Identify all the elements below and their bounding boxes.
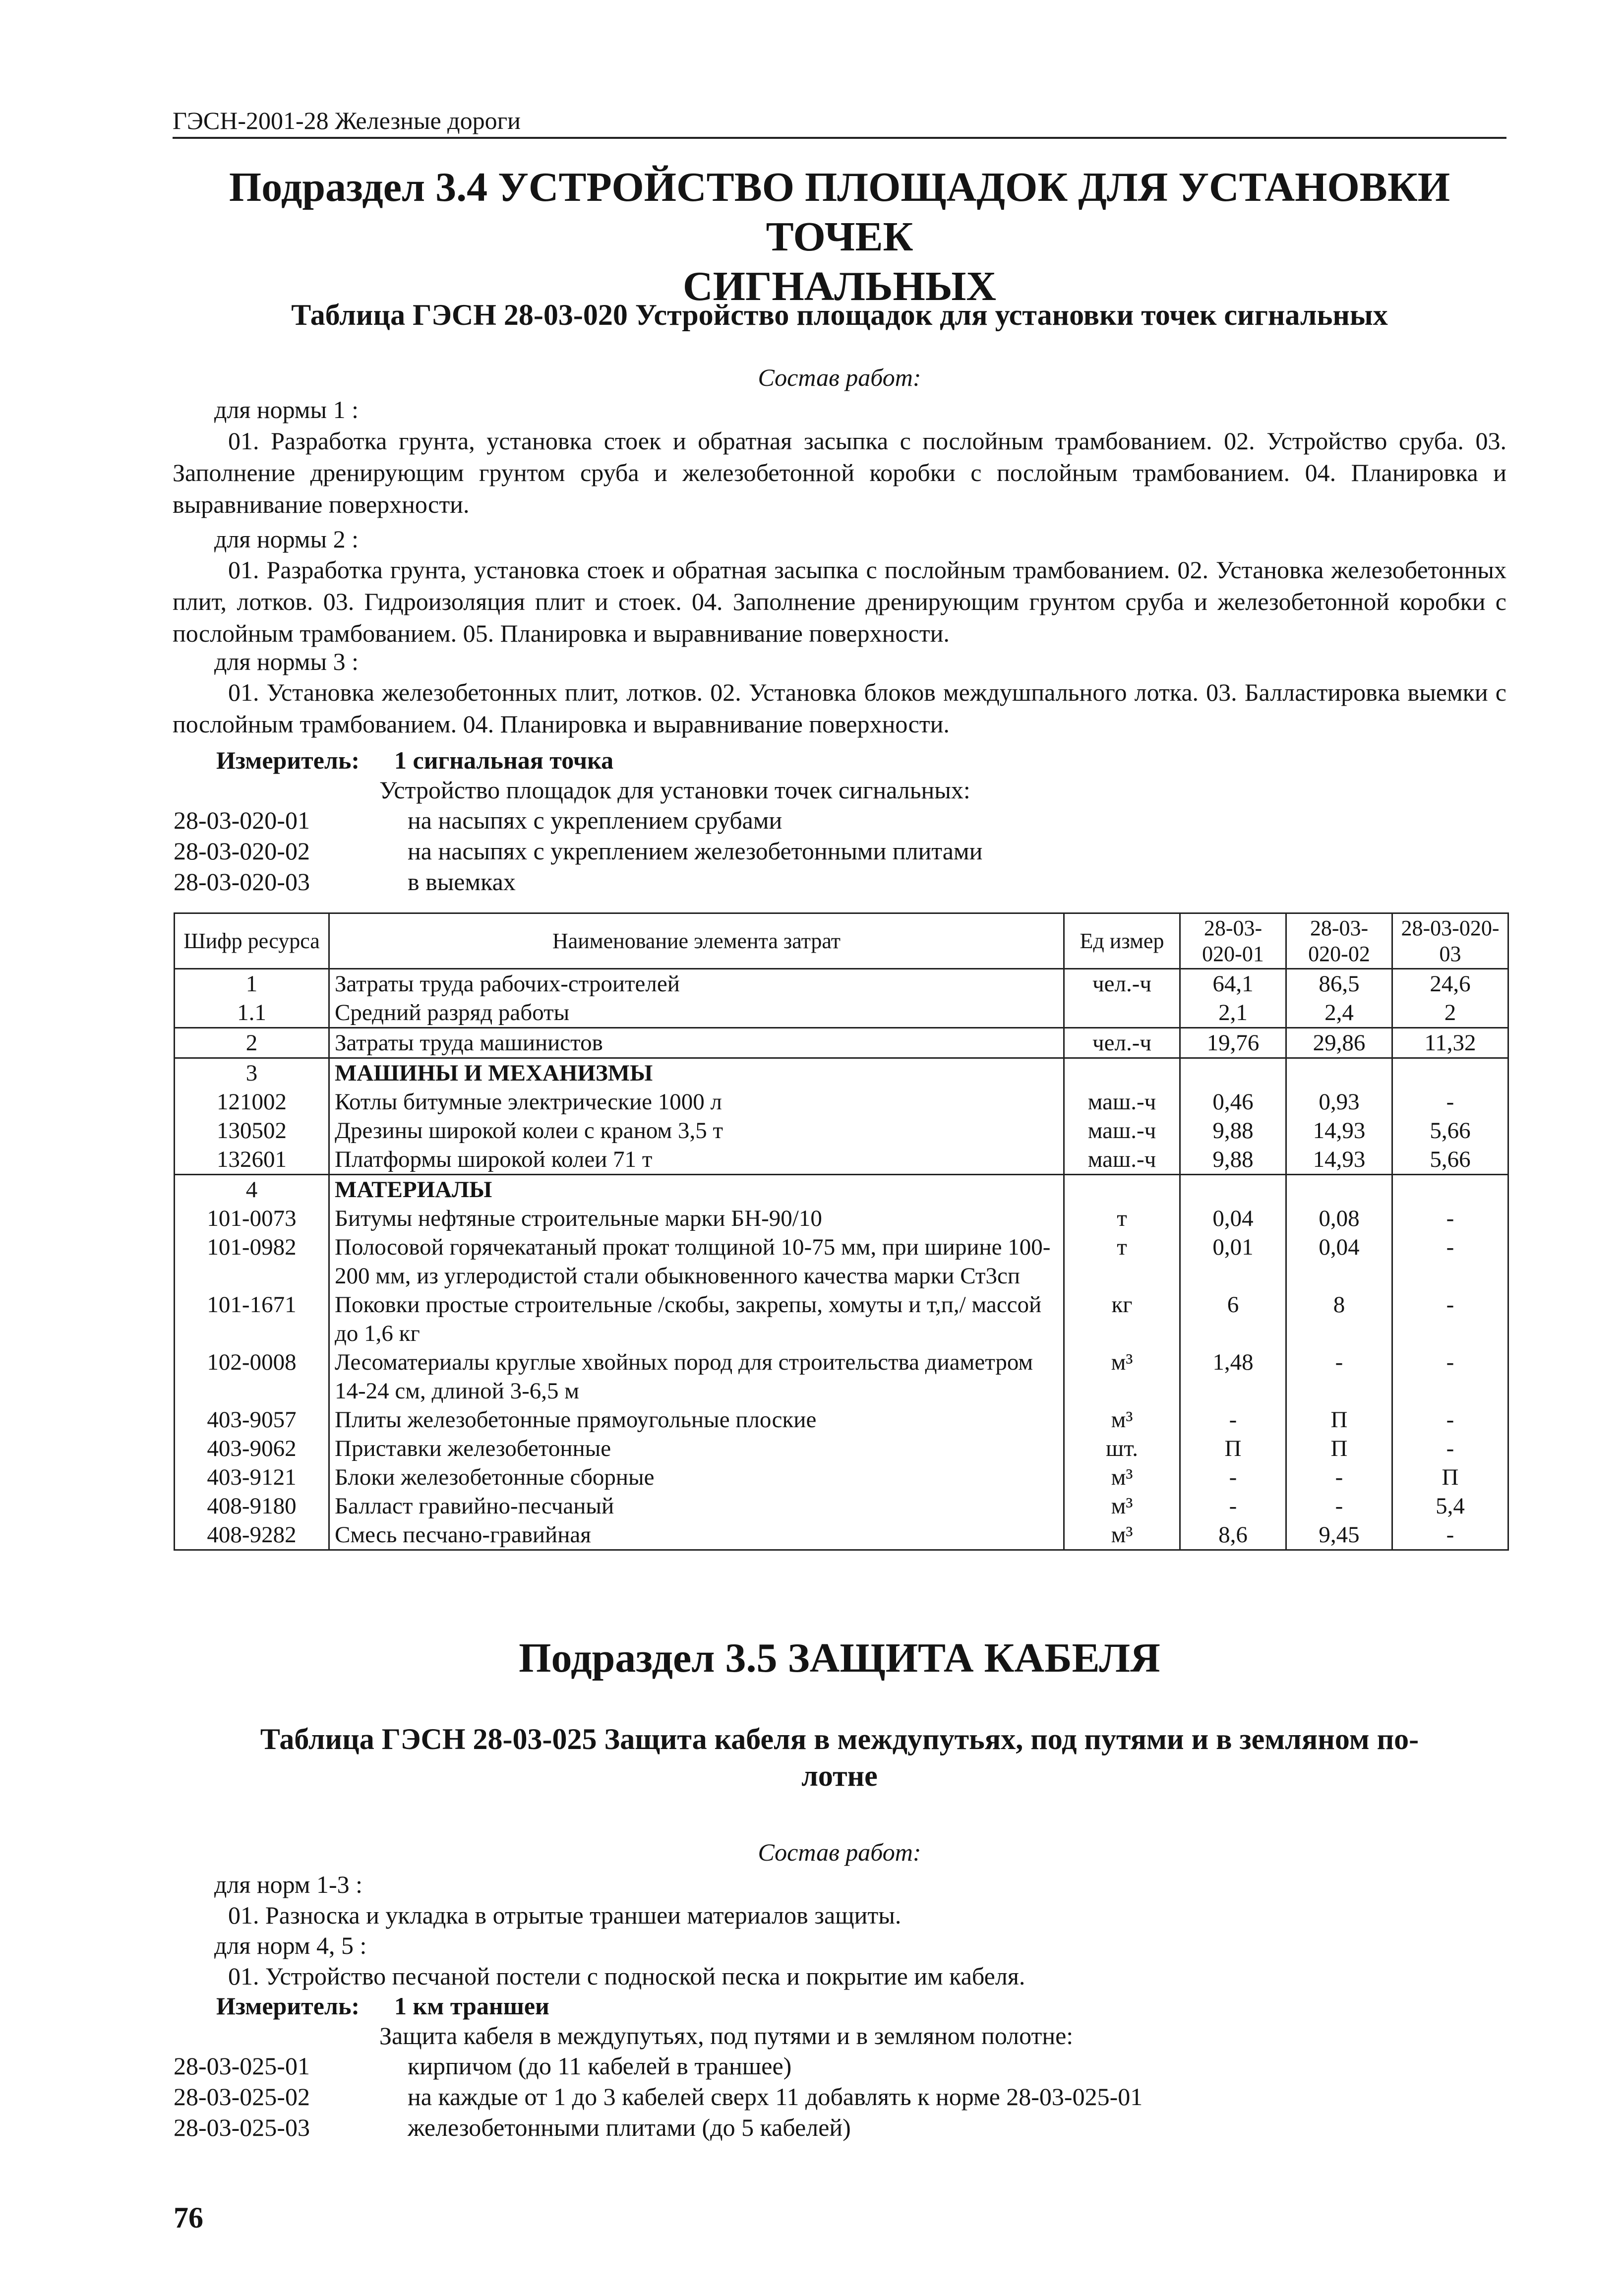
cell-unit: м³ [1064,1463,1180,1492]
cell-name: Приставки железобетонные [329,1434,1064,1463]
cell-unit [1064,1175,1180,1205]
cell-norm-1: - [1180,1463,1286,1492]
cell-norm-3: 2 [1392,998,1508,1028]
cell-norm-2: 29,86 [1286,1028,1392,1058]
header-unit: Ед измер [1064,913,1180,969]
header-resource-code: Шифр ресурса [175,913,329,969]
norm-description: в выемках [408,868,516,896]
header-norm-2: 28-03-020-02 [1286,913,1392,969]
cell-norm-2: 86,5 [1286,969,1392,999]
cell-norm-3: 11,32 [1392,1028,1508,1058]
cell-code: 3 [175,1058,329,1088]
cell-unit: чел.-ч [1064,969,1180,999]
cell-code: 101-1671 [175,1290,329,1348]
cell-norm-3 [1392,1175,1508,1205]
cell-norm-2: 8 [1286,1290,1392,1348]
cell-norm-1: П [1180,1434,1286,1463]
table-row [175,969,1508,999]
cell-norm-2: - [1286,1348,1392,1405]
cell-name: Средний разряд работы [329,998,1064,1028]
cell-norm-2: 2,4 [1286,998,1392,1028]
table-row [175,1434,1508,1463]
subsection-3-5-heading: Подраздел 3.5 ЗАЩИТА КАБЕЛЯ [519,1635,1160,1681]
cell-norm-3: - [1392,1348,1508,1405]
cell-norm-3: - [1392,1204,1508,1233]
cell-unit: м³ [1064,1520,1180,1550]
table-row [175,1492,1508,1520]
norm-description: на насыпях с укреплением срубами [408,806,782,834]
cell-name: Смесь песчано-гравийная [329,1520,1064,1550]
cell-unit: маш.-ч [1064,1145,1180,1175]
cell-name: Битумы нефтяные строительные марки БН-90/10 [329,1204,1064,1233]
cell-norm-3: 5,66 [1392,1145,1508,1175]
norms-1-3-label: для норм 1-3 : [214,1871,363,1898]
cell-norm-3: 5,4 [1392,1492,1508,1520]
cell-norm-1: 2,1 [1180,998,1286,1028]
cell-unit: т [1064,1233,1180,1290]
table-title-line-2: лотне [801,1759,878,1792]
cell-name: Поковки простые строительные /скобы, закрепы, хомуты и т,п,/ массой до 1,6 кг [329,1290,1064,1348]
cell-norm-1: 1,48 [1180,1348,1286,1405]
norm-description: кирпичом (до 11 кабелей в траншее) [408,2052,792,2080]
cell-code: 403-9057 [175,1405,329,1434]
norm-code: 28-03-025-02 [174,2083,310,2111]
cell-norm-2: 0,04 [1286,1233,1392,1290]
cell-norm-2: 14,93 [1286,1116,1392,1145]
cell-code: 1.1 [175,998,329,1028]
norms-4-5-label: для норм 4, 5 : [214,1932,367,1959]
cell-code: 408-9282 [175,1520,329,1550]
cell-norm-2: - [1286,1492,1392,1520]
table-row [175,1233,1508,1290]
cell-norm-3: П [1392,1463,1508,1492]
table-28-03-025-title [173,1721,1506,1794]
cell-code: 1 [175,969,329,999]
cell-unit: кг [1064,1290,1180,1348]
cell-unit [1064,998,1180,1028]
norm-code: 28-03-025-03 [174,2114,310,2141]
cell-norm-1: 64,1 [1180,969,1286,999]
cell-code: 101-0982 [175,1233,329,1290]
cell-norm-2 [1286,1175,1392,1205]
resource-cost-table [174,912,1509,1551]
norm1-text: 01. Разработка грунта, установка стоек и обратная засыпка с послойным трамбованием. 02. Устройство сруба. 03. Заполнение дренирующим грунтом сруба и железобетонной коробки с послойным трамбованием. 04. Планировка и выравнивание поверхности. [173,427,1506,518]
norm3-text: 01. Установка железобетонных плит, лотков. 02. Установка блоков междушпального лотка. 03. Балластировка выемки с послойным трамбованием. 04. Планировка и выравнивание поверхности. [173,678,1506,738]
table-row [175,1204,1508,1233]
cell-norm-1 [1180,1058,1286,1088]
norm-description: на каждые от 1 до 3 кабелей сверх 11 добавлять к норме 28-03-025-01 [408,2083,1143,2111]
cell-norm-2: 0,93 [1286,1088,1392,1116]
cell-name: Котлы битумные электрические 1000 л [329,1088,1064,1116]
cell-name: Платформы широкой колеи 71 т [329,1145,1064,1175]
cell-unit: м³ [1064,1492,1180,1520]
norm-code: 28-03-020-03 [174,868,310,896]
cell-unit: маш.-ч [1064,1088,1180,1116]
norm2-label: для нормы 2 : [214,525,359,553]
header-element-name: Наименование элемента затрат [329,913,1064,969]
heading-line-2: СИГНАЛЬНЫХ [682,263,997,309]
cell-unit: м³ [1064,1405,1180,1434]
cell-norm-2: П [1286,1434,1392,1463]
norm-code: 28-03-025-01 [174,2052,310,2080]
cell-unit: т [1064,1204,1180,1233]
meter-label: Измеритель: [216,746,360,774]
cell-norm-3: - [1392,1233,1508,1290]
cell-unit: м³ [1064,1348,1180,1405]
cell-norm-3: - [1392,1088,1508,1116]
norm1-label: для нормы 1 : [214,396,359,423]
meter-label: Измеритель: [216,1992,360,2020]
subsection-3-4-heading [173,163,1506,311]
norm-description: железобетонными плитами (до 5 кабелей) [408,2114,851,2141]
cell-norm-1: 8,6 [1180,1520,1286,1550]
cell-norm-3 [1392,1058,1508,1088]
norm-code: 28-03-020-02 [174,837,310,865]
table-row [175,1520,1508,1550]
cell-name: Балласт гравийно-песчаный [329,1492,1064,1520]
cell-norm-1: 9,88 [1180,1116,1286,1145]
cell-name: Плиты железобетонные прямоугольные плоские [329,1405,1064,1434]
norms-caption: Защита кабеля в междупутьях, под путями и в земляном полотне: [379,2022,1074,2050]
page-number: 76 [174,2201,203,2234]
table-row [175,1028,1508,1058]
table-row [175,1116,1508,1145]
norms-caption: Устройство площадок для установки точек сигнальных: [379,776,970,804]
cell-norm-3: 5,66 [1392,1116,1508,1145]
cell-norm-1: 0,46 [1180,1088,1286,1116]
norm3-label: для нормы 3 : [214,648,359,675]
cell-norm-1: 9,88 [1180,1145,1286,1175]
norms-1-3-text: 01. Разноска и укладка в отрытые траншеи материалов защиты. [228,1901,902,1929]
cell-norm-1: 0,01 [1180,1233,1286,1290]
table-section-row [175,1058,1508,1088]
table-row [175,1145,1508,1175]
cell-code: 102-0008 [175,1348,329,1405]
table-title-line-1: Таблица ГЭСН 28-03-025 Защита кабеля в междупутьях, под путями и в земляном по- [260,1723,1419,1755]
cell-code: 2 [175,1028,329,1058]
cell-name: Полосовой горячекатаный прокат толщиной 10-75 мм, при ширине 100-200 мм, из углеродистой стали обыкновенного качества марки Ст3сп [329,1233,1064,1290]
cell-code: 403-9121 [175,1463,329,1492]
table-row [175,998,1508,1028]
table-row [175,1290,1508,1348]
table-28-03-020-title: Таблица ГЭСН 28-03-020 Устройство площадок для установки точек сигнальных [291,299,1388,331]
cell-unit: шт. [1064,1434,1180,1463]
table-row [175,1088,1508,1116]
cell-norm-1: - [1180,1405,1286,1434]
composition-label: Состав работ: [758,363,921,391]
cell-name: Затраты труда рабочих-строителей [329,969,1064,999]
cell-norm-1: 19,76 [1180,1028,1286,1058]
cell-name: Затраты труда машинистов [329,1028,1064,1058]
cell-name: Лесоматериалы круглые хвойных пород для строительства диаметром 14-24 см, длиной 3-6,5 м [329,1348,1064,1405]
norms-4-5-text: 01. Устройство песчаной постели с подноской песка и покрытие им кабеля. [228,1962,1025,1990]
cell-norm-2 [1286,1058,1392,1088]
cell-norm-2: - [1286,1463,1392,1492]
table-row [175,1463,1508,1492]
section-title-machines: МАШИНЫ И МЕХАНИЗМЫ [329,1058,1064,1088]
table-row [175,1348,1508,1405]
header-norm-1: 28-03-020-01 [1180,913,1286,969]
norm2-text: 01. Разработка грунта, установка стоек и обратная засыпка с послойным трамбованием. 02. Установка железобетонных плит, лотков. 03. Гидроизоляция плит и стоек. 04. Заполнение дренирующим грунтом сруба и железобетонной коробки с послойным трамбованием. 05. Планировка и выравнивание поверхности. [173,556,1506,647]
cell-code: 408-9180 [175,1492,329,1520]
cell-unit [1064,1058,1180,1088]
table-section-row [175,1175,1508,1205]
cell-norm-1: 6 [1180,1290,1286,1348]
cell-norm-3: 24,6 [1392,969,1508,999]
cell-norm-1: 0,04 [1180,1204,1286,1233]
norm-description: на насыпях с укреплением железобетонными плитами [408,837,983,865]
meter-value: 1 км траншеи [394,1992,549,2020]
cell-norm-2: П [1286,1405,1392,1434]
cell-name: Дрезины широкой колеи с краном 3,5 т [329,1116,1064,1145]
cell-code: 101-0073 [175,1204,329,1233]
cell-norm-3: - [1392,1520,1508,1550]
cell-norm-1: - [1180,1492,1286,1520]
cell-norm-1 [1180,1175,1286,1205]
meter-value: 1 сигнальная точка [394,746,614,774]
running-header: ГЭСН-2001-28 Железные дороги [173,105,1506,139]
cell-norm-3: - [1392,1290,1508,1348]
composition-label: Состав работ: [758,1838,921,1866]
table-header-row [175,913,1508,969]
cell-norm-2: 0,08 [1286,1204,1392,1233]
cell-norm-2: 14,93 [1286,1145,1392,1175]
cell-code: 132601 [175,1145,329,1175]
cell-code: 130502 [175,1116,329,1145]
section-title-materials: МАТЕРИАЛЫ [329,1175,1064,1205]
table-row [175,1405,1508,1434]
header-norm-3: 28-03-020-03 [1392,913,1508,969]
cell-norm-2: 9,45 [1286,1520,1392,1550]
cell-code: 121002 [175,1088,329,1116]
cell-name: Блоки железобетонные сборные [329,1463,1064,1492]
cell-unit: чел.-ч [1064,1028,1180,1058]
cell-norm-3: - [1392,1405,1508,1434]
heading-line-1: Подраздел 3.4 УСТРОЙСТВО ПЛОЩАДОК ДЛЯ УСТАНОВКИ ТОЧЕК [229,164,1450,260]
cell-code: 403-9062 [175,1434,329,1463]
norm-code: 28-03-020-01 [174,806,310,834]
cell-norm-3: - [1392,1434,1508,1463]
cell-code: 4 [175,1175,329,1205]
cell-unit: маш.-ч [1064,1116,1180,1145]
